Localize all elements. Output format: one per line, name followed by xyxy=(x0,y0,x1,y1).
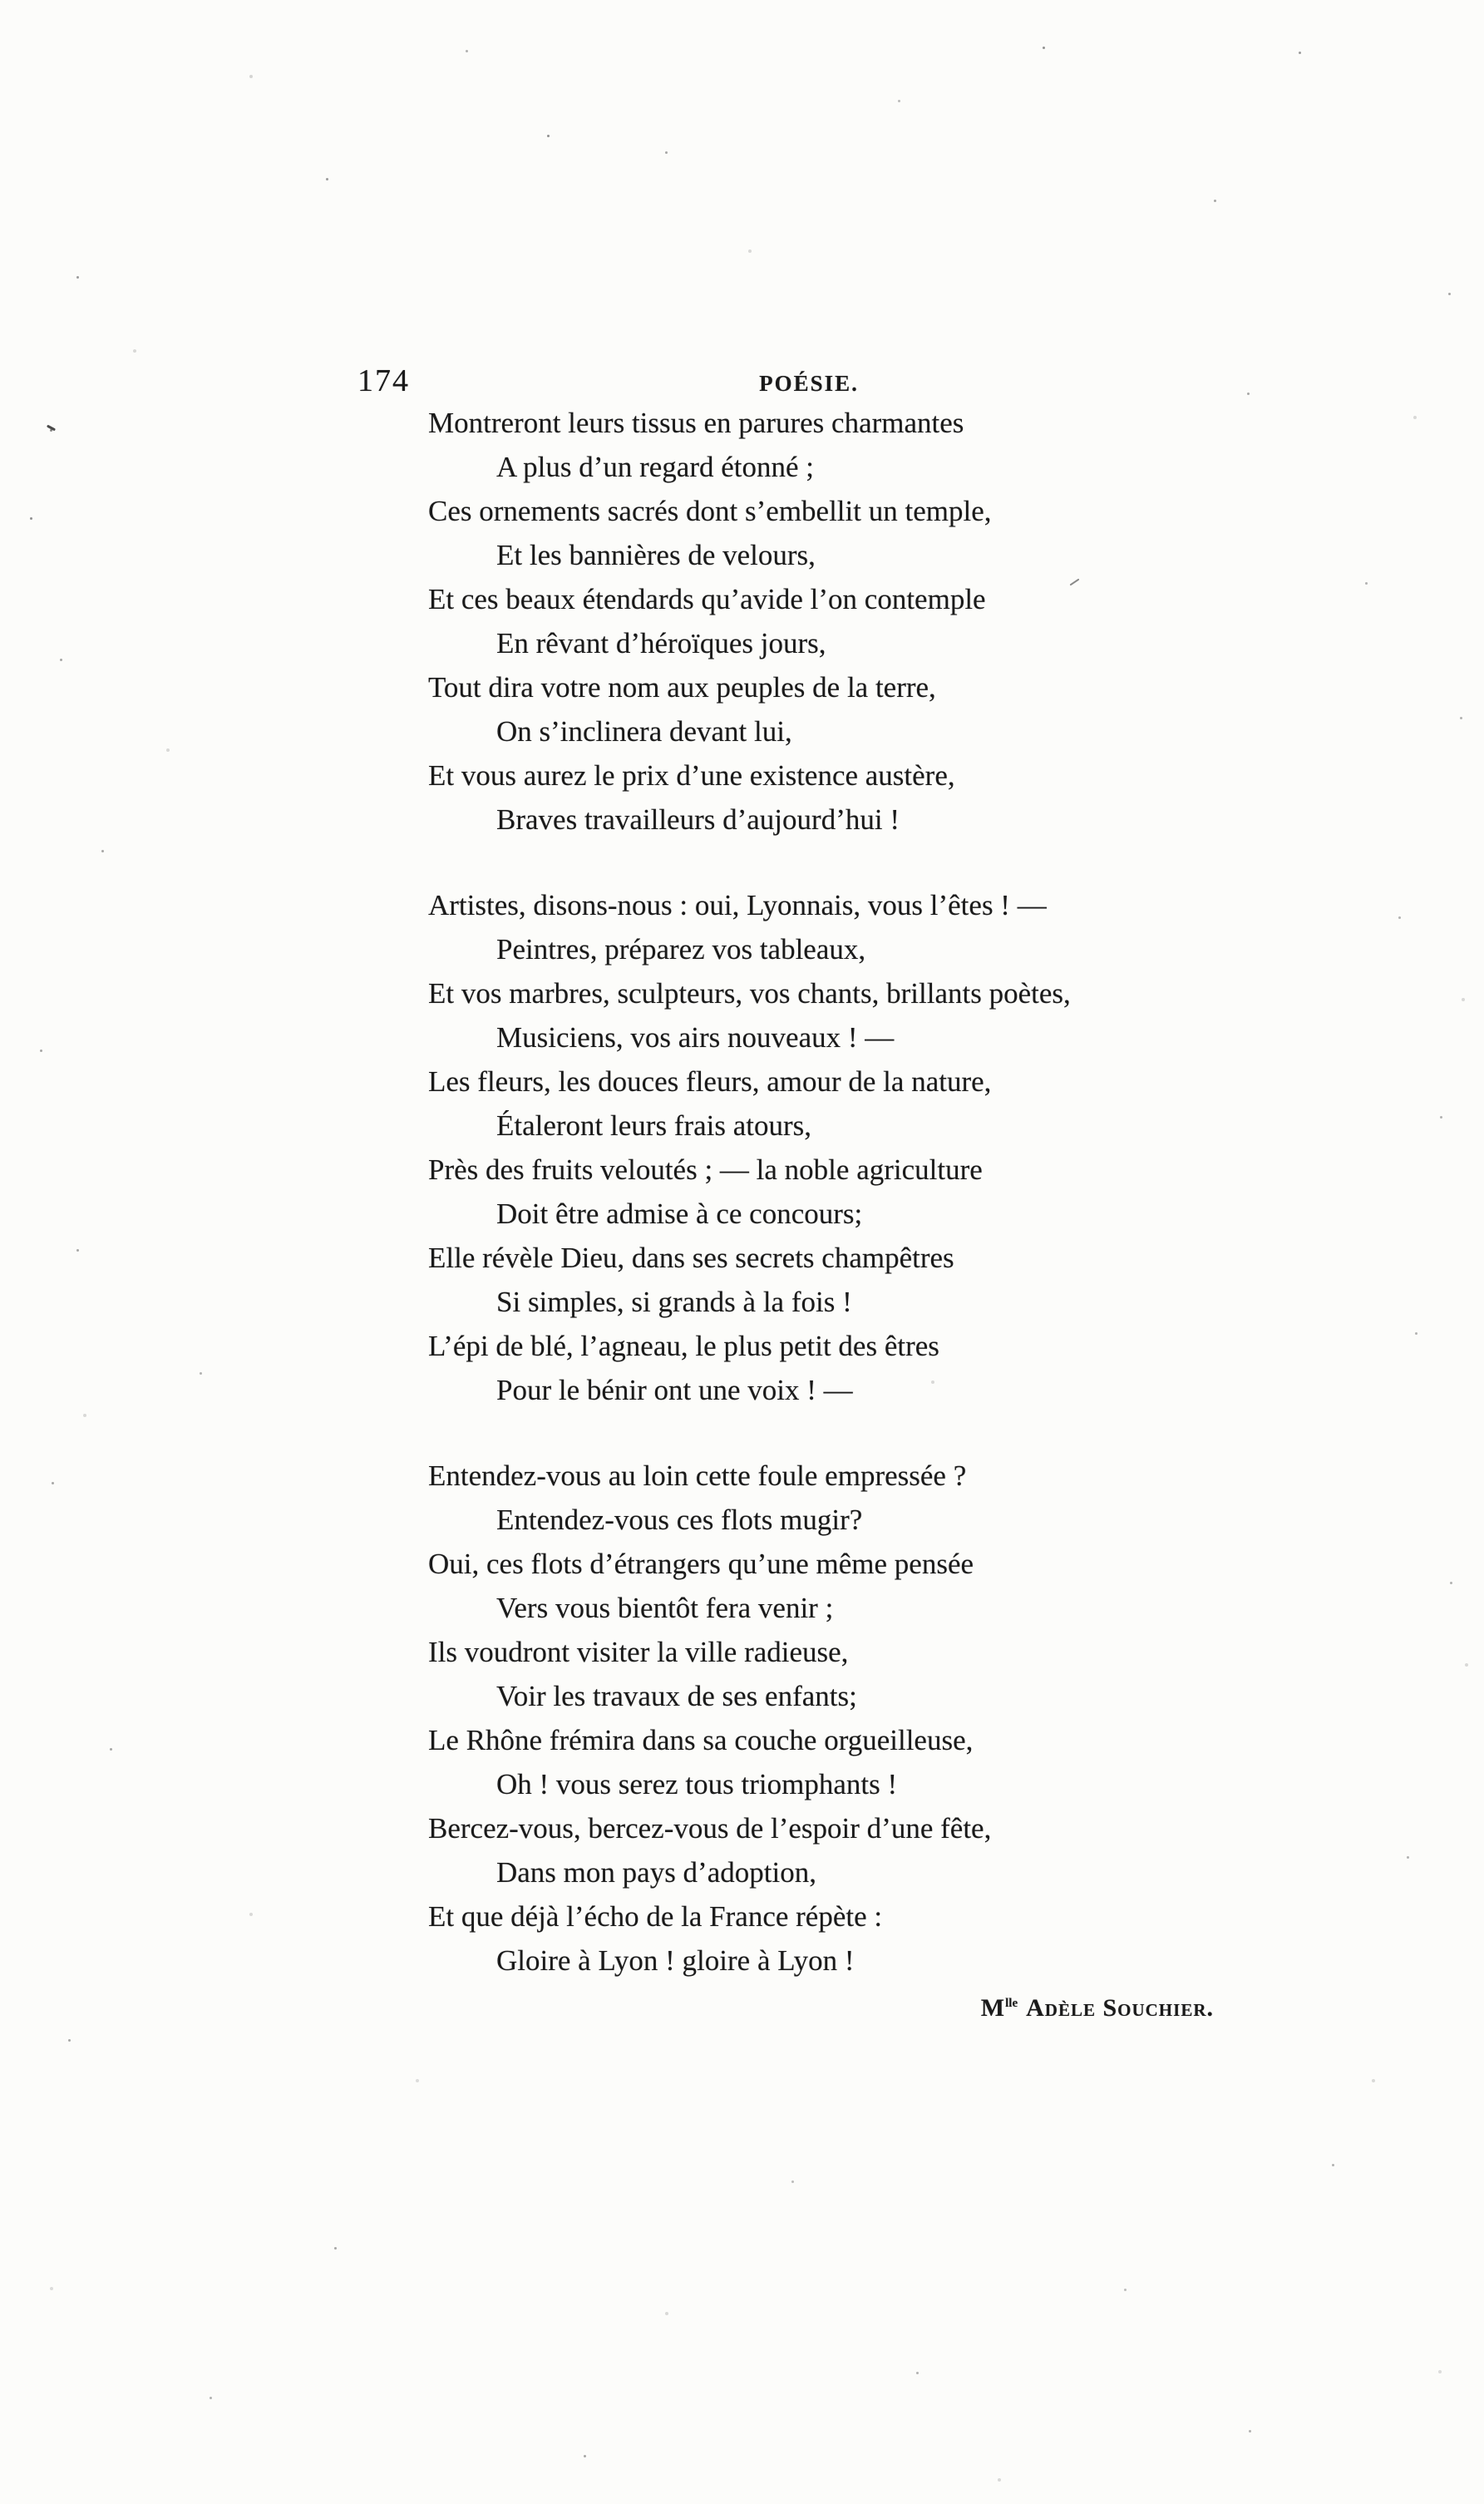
author-signature xyxy=(981,1994,1214,2022)
poem-line: En rêvant d’héroïques jours, xyxy=(496,627,826,659)
poem-line: Dans mon pays d’adoption, xyxy=(496,1856,816,1889)
signature-prefix: M xyxy=(980,1994,1006,2022)
stanza xyxy=(428,883,1268,1412)
poem-line: Ces ornements sacrés dont s’embellit un temple, xyxy=(428,495,992,527)
poem-line: Le Rhône frémira dans sa couche orgueilleuse, xyxy=(428,1724,974,1756)
poem-line: Vers vous bientôt fera venir ; xyxy=(496,1592,834,1624)
poem-line: Et les bannières de velours, xyxy=(496,539,816,571)
poem-line: Elle révèle Dieu, dans ses secrets champêtres xyxy=(428,1242,954,1274)
poem-line: Près des fruits veloutés ; — la noble agriculture xyxy=(428,1153,983,1186)
poem-line: Et vos marbres, sculpteurs, vos chants, brillants poètes, xyxy=(428,977,1071,1010)
stanza xyxy=(428,401,1268,842)
scan-mark xyxy=(47,425,56,432)
poem xyxy=(428,401,1268,1983)
poem-line: A plus d’un regard étonné ; xyxy=(496,451,814,483)
poem-line: Bercez-vous, bercez-vous de l’espoir d’une fête, xyxy=(428,1812,992,1845)
poem-line: Entendez-vous ces flots mugir? xyxy=(496,1504,863,1536)
poem-line: Et ces beaux étendards qu’avide l’on contemple xyxy=(428,583,986,615)
poem-line: Oh ! vous serez tous triomphants ! xyxy=(496,1768,898,1800)
poem-line: Et que déjà l’écho de la France répète : xyxy=(428,1900,883,1933)
poem-line: Oui, ces flots d’étrangers qu’une même pensée xyxy=(428,1548,974,1580)
poem-line: Voir les travaux de ses enfants; xyxy=(496,1680,857,1712)
poem-line: On s’inclinera devant lui, xyxy=(496,715,792,748)
poem-line: Ils voudront visiter la ville radieuse, xyxy=(428,1636,849,1668)
stanza xyxy=(428,1454,1268,1983)
running-title: POÉSIE. xyxy=(759,371,859,396)
poem-line: Doit être admise à ce concours; xyxy=(496,1198,863,1230)
poem-line: Peintres, préparez vos tableaux, xyxy=(496,933,866,966)
poem-line: L’épi de blé, l’agneau, le plus petit des êtres xyxy=(428,1330,939,1362)
poem-line: Gloire à Lyon ! gloire à Lyon ! xyxy=(496,1944,855,1977)
signature-name: Adèle Souchier. xyxy=(1026,1994,1214,2022)
poem-line: Montreront leurs tissus en parures charmantes xyxy=(428,407,964,439)
poem-line: Entendez-vous au loin cette foule empressée ? xyxy=(428,1459,967,1492)
poem-line: Si simples, si grands à la fois ! xyxy=(496,1286,852,1318)
poem-line: Tout dira votre nom aux peuples de la terre, xyxy=(428,671,936,704)
poem-line: Et vous aurez le prix d’une existence austère, xyxy=(428,759,955,792)
signature-superscript: lle xyxy=(1005,1997,1018,2010)
poem-line: Les fleurs, les douces fleurs, amour de la nature, xyxy=(428,1065,992,1098)
poem-line: Braves travailleurs d’aujourd’hui ! xyxy=(496,803,900,836)
page-number: 174 xyxy=(357,363,410,398)
poem-line: Artistes, disons-nous : oui, Lyonnais, vous l’êtes ! — xyxy=(428,889,1047,921)
poem-line: Étaleront leurs frais atours, xyxy=(496,1109,812,1142)
poem-line: Musiciens, vos airs nouveaux ! — xyxy=(496,1021,895,1054)
poem-line: Pour le bénir ont une voix ! — xyxy=(496,1374,853,1406)
